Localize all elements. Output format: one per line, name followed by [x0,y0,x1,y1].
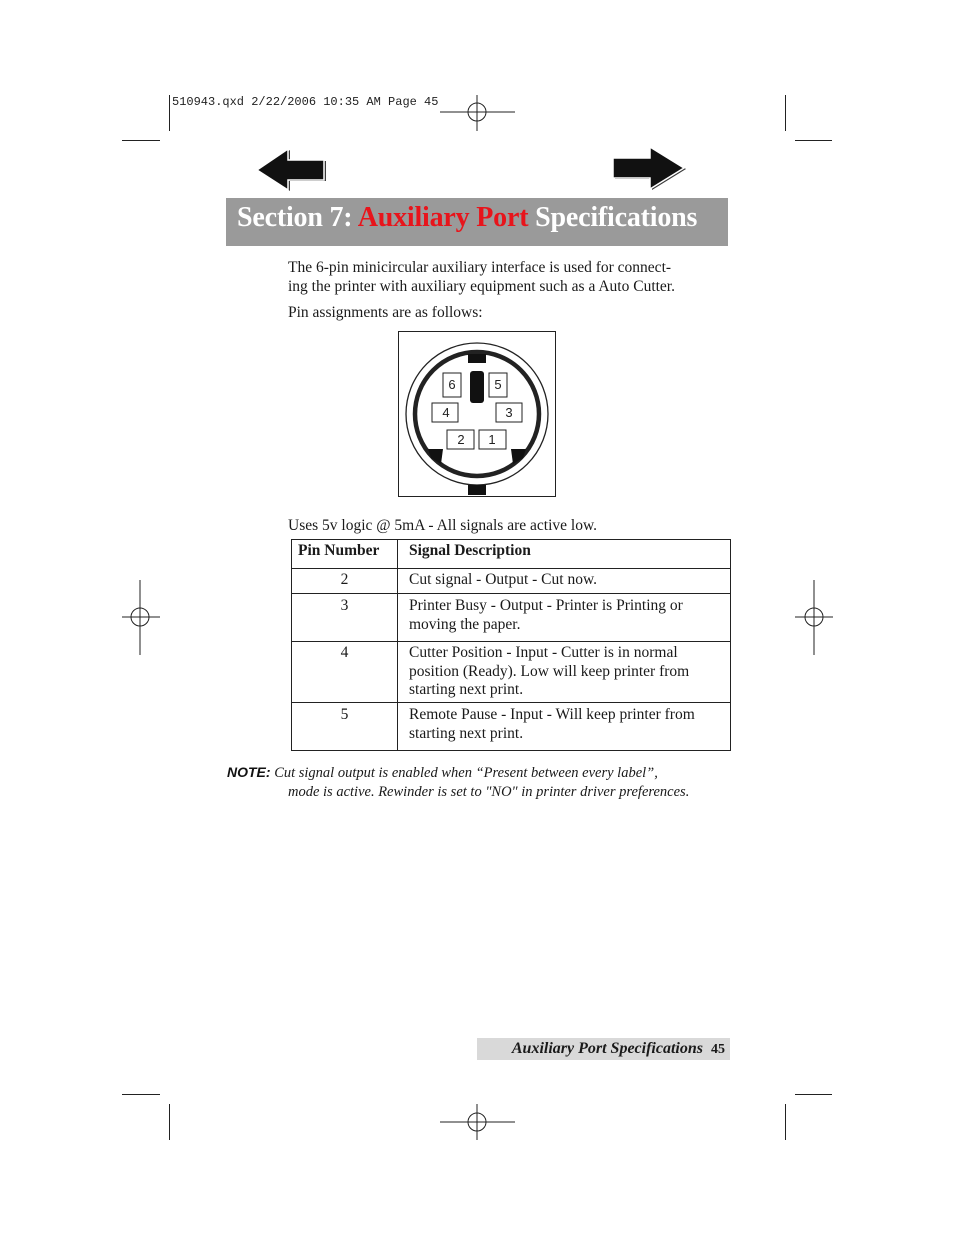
section-suffix: Specifications [535,202,698,233]
description-line: Remote Pause - Input - Will keep printer from [409,706,695,723]
page-number: 45 [711,1042,725,1057]
description-line: Cutter Position - Input - Cutter is in normal [409,644,678,661]
signal-description-cell [398,594,731,642]
signal-table [291,539,731,751]
description-line: starting next print. [409,724,524,742]
table-row [292,594,731,642]
note-label: NOTE: [227,764,271,780]
note-line-2: mode is active. Rewinder is set to "NO" in printer driver preferences. [288,784,690,800]
table-row [292,703,731,751]
page-footer [477,1038,730,1060]
note-line-1: Cut signal output is enabled when “Present between every label”, [274,765,658,781]
pin-label: 4 [442,405,450,420]
description-line: position (Ready). Low will keep printer from [409,662,690,680]
connector-diagram [398,331,556,497]
pin-number-cell: 4 [292,642,398,703]
note-block [227,763,747,802]
intro-line-2: ing the printer with auxiliary equipment such as a Auto Cutter. [288,278,675,295]
section-banner [226,198,728,246]
description-line: moving the paper. [409,615,521,633]
registration-mark-bottom-icon [440,1104,516,1144]
pin-number-cell: 5 [292,703,398,751]
pin-label: 1 [488,432,496,447]
pin-box-1 [479,430,506,449]
registration-mark-right-icon [795,580,835,656]
pin-box-4 [432,403,458,422]
registration-mark-left-icon [122,580,162,656]
left-arrow-icon[interactable] [254,146,328,192]
signal-description-cell [398,703,731,751]
description-line: Cut signal - Output - Cut now. [409,571,598,588]
pin-box-6 [443,373,461,397]
table-row [292,642,731,703]
pin-label: 5 [494,377,502,392]
section-title [237,202,697,234]
print-slug: 510943.qxd 2/22/2006 10:35 AM Page 45 [172,95,439,109]
header-signal-description: Signal Description [398,540,731,569]
pin-box-5 [489,373,507,397]
pin-number-cell: 3 [292,594,398,642]
right-arrow-icon[interactable] [610,144,690,192]
pin-label: 2 [457,432,465,447]
table-header-row [292,540,731,569]
signal-description-cell [398,569,731,594]
registration-mark-top-icon [440,95,516,135]
pin-assignment-intro: Pin assignments are as follows: [288,304,483,321]
footer-title: Auxiliary Port Specifications [511,1040,703,1057]
intro-line-1: The 6-pin minicircular auxiliary interface is used for connect- [288,259,672,276]
table-row [292,569,731,594]
description-line: starting next print. [409,681,524,698]
pin-box-2 [447,430,474,449]
intro-paragraph [288,258,675,296]
pin-label: 3 [505,405,513,420]
pin-box-3 [496,403,522,422]
pin-number-cell: 2 [292,569,398,594]
section-highlight: Auxiliary Port [357,202,529,233]
pin-label: 6 [448,377,456,392]
description-line: Printer Busy - Output - Printer is Printing or [409,597,683,614]
logic-note: Uses 5v logic @ 5mA - All signals are active low. [288,517,598,534]
header-pin-number: Pin Number [292,540,398,569]
signal-description-cell [398,642,731,703]
section-prefix: Section 7: [237,202,353,233]
